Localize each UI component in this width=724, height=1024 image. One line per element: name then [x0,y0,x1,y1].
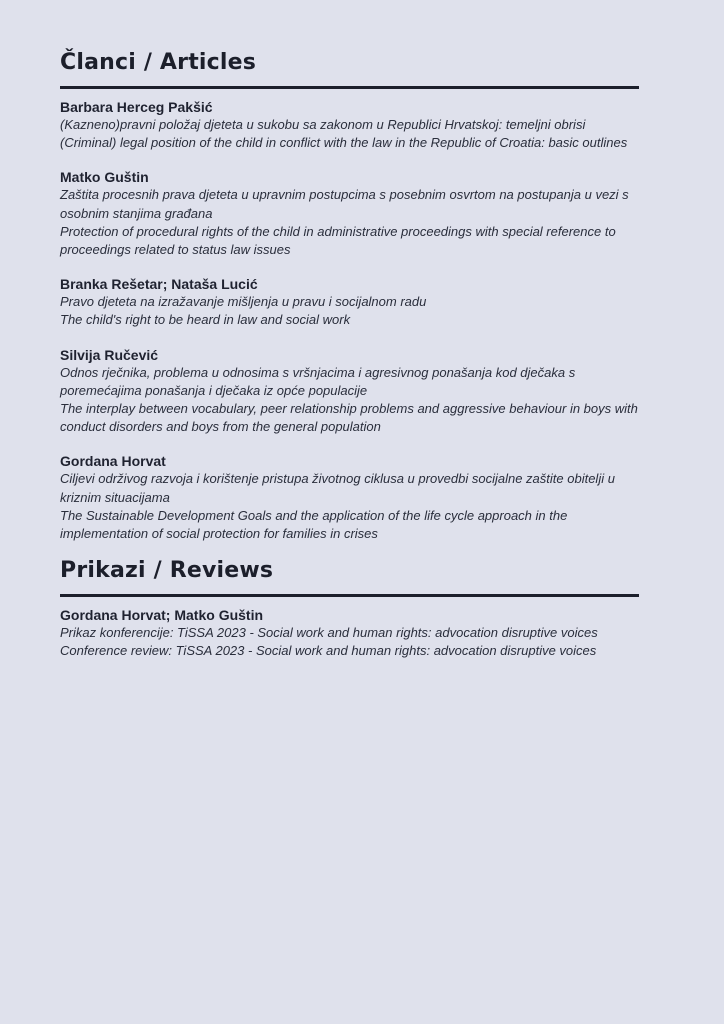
review-author: Gordana Horvat; Matko Guštin [60,607,264,624]
reviews-divider [60,594,639,597]
article-title-croatian: Ciljevi održivog razvoja i korištenje pristupa životnog ciklusa u provedbi socijalne zaštite obitelji u kriznim situacijama [60,471,615,505]
article-entry [60,168,640,259]
articles-section [60,0,640,543]
article-title-english: (Criminal) legal position of the child in conflict with the law in the Republic of Croatia: basic outlines [60,135,628,151]
articles-divider [60,86,639,89]
article-title-croatian: Odnos rječnika, problema u odnosima s vršnjacima i agresivnog ponašanja kod dječaka s poremećajima ponašanja i dječaka iz opće populacije [60,364,576,398]
article-author: Barbara Herceg Pakšić [60,99,213,115]
table-of-contents-page [60,0,640,661]
reviews-heading: Prikazi / Reviews [60,558,274,584]
review-entry [60,606,640,660]
article-author: Gordana Horvat [60,453,166,470]
articles-heading: Članci / Articles [60,50,257,75]
article-title-english: Protection of procedural rights of the child in administrative proceedings with special reference to proceedings related to status law issues [60,223,616,258]
article-title-english: The interplay between vocabulary, peer relationship problems and aggressive behaviour in boys with conduct disorders and boys from the general population [60,401,638,435]
article-title-english: The child's right to be heard in law and social work [60,312,351,328]
article-entry [60,346,640,437]
article-author: Matko Guštin [60,169,149,186]
article-entry [60,275,640,329]
article-title-croatian: Pravo djeteta na izražavanje mišljenja u pravu i socijalnom radu [60,294,427,310]
article-author: Silvija Ručević [60,346,159,363]
article-entry [60,98,640,152]
article-entry [60,452,640,543]
review-title-croatian: Prikaz konferencije: TiSSA 2023 - Social work and human rights: advocation disruptive voices [60,625,598,641]
reviews-section [60,543,640,660]
article-title-croatian: Zaštita procesnih prava djeteta u upravnim postupcima s posebnim osvrtom na postupanja u vezi s osobnim stanjima građana [60,187,629,221]
article-title-english: The Sustainable Development Goals and the application of the life cycle approach in the implementation of social protection for families in crises [60,507,568,542]
article-author: Branka Rešetar; Nataša Lucić [60,276,258,293]
review-title-english: Conference review: TiSSA 2023 - Social work and human rights: advocation disruptive voices [60,643,597,659]
article-title-croatian: (Kazneno)pravni položaj djeteta u sukobu sa zakonom u Republici Hrvatskoj: temeljni obrisi [60,117,586,132]
